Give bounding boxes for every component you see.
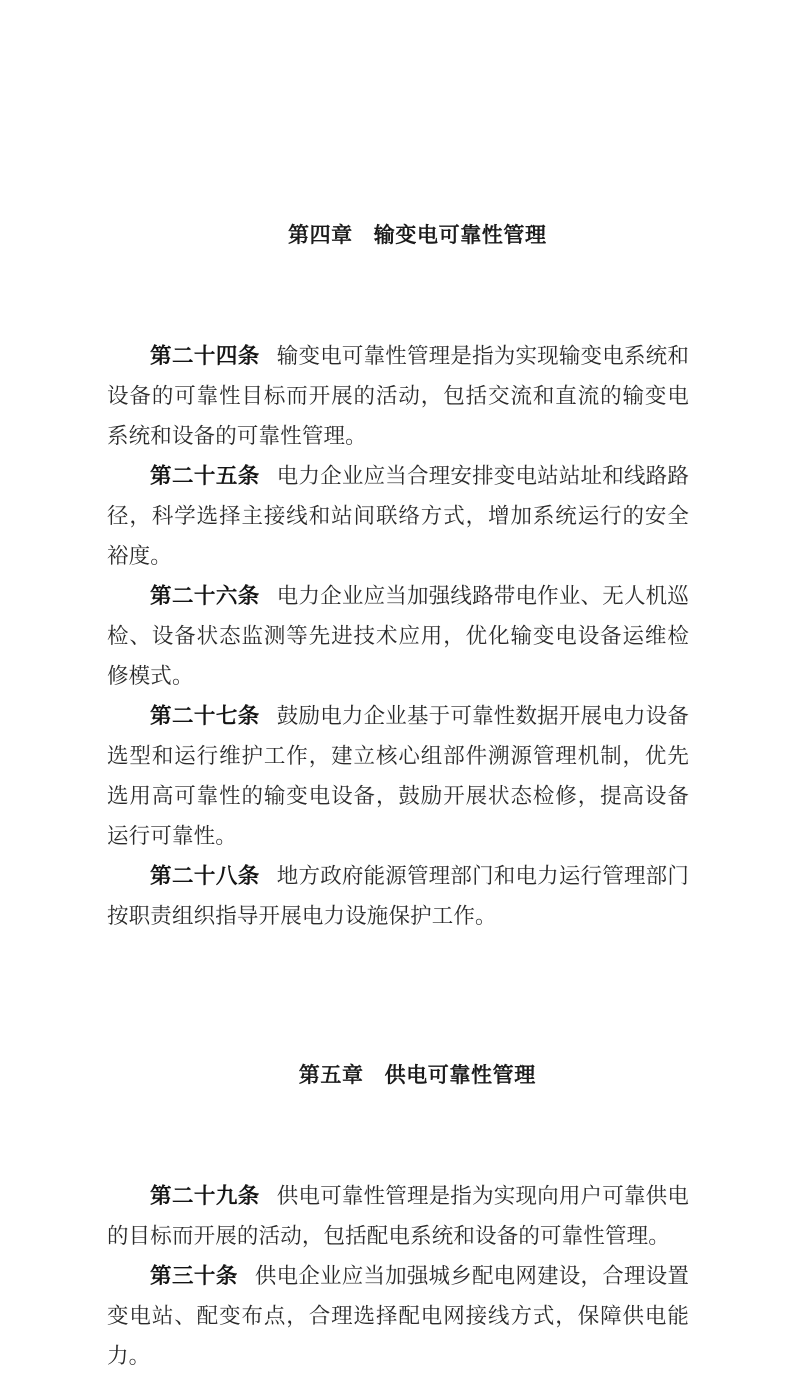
chapter-title: 供电可靠性管理 [384,1064,536,1087]
article-label: 第三十条 [150,1264,238,1288]
article-text: 供电可靠性管理是指为实现向用户可靠供电的目标而开展的活动，包括配电系统和设备的可靠性管理。 [107,1184,689,1248]
top-spacer [107,0,689,176]
document-body [107,0,689,1376]
article-text: 鼓励电力企业基于可靠性数据开展电力设备选型和运行维护工作，建立核心组部件溯源管理机制，优先选用高可靠性的输变电设备，鼓励开展状态检修，提高设备运行可靠性。 [107,704,689,848]
chapter-heading-5 [107,1016,689,1136]
article-paragraph-30 [107,1256,689,1376]
article-paragraph-24 [107,336,689,456]
article-label: 第二十五条 [150,464,260,488]
article-label: 第二十四条 [150,344,260,368]
chapter-number: 第四章 [287,224,353,247]
chapter-heading-4 [107,176,689,296]
heading-body-spacer-2 [107,1136,689,1176]
article-label: 第二十六条 [150,584,260,608]
article-text: 输变电可靠性管理是指为实现输变电系统和设备的可靠性目标而开展的活动，包括交流和直流的输变电系统和设备的可靠性管理。 [107,344,689,448]
article-text: 电力企业应当加强线路带电作业、无人机巡检、设备状态监测等先进技术应用，优化输变电设备运维检修模式。 [107,584,689,688]
article-text: 电力企业应当合理安排变电站站址和线路路径，科学选择主接线和站间联络方式，增加系统运行的安全裕度。 [107,464,689,568]
article-paragraph-27 [107,696,689,856]
chapter-number: 第五章 [298,1064,364,1087]
article-paragraph-26 [107,576,689,696]
article-label: 第二十九条 [150,1184,260,1208]
article-text: 供电企业应当加强城乡配电网建设，合理设置变电站、配变布点，合理选择配电网接线方式，保障供电能力。 [107,1264,689,1368]
article-paragraph-29 [107,1176,689,1256]
article-label: 第二十七条 [150,704,260,728]
article-label: 第二十八条 [150,864,260,888]
article-paragraph-25 [107,456,689,576]
article-paragraph-28 [107,856,689,936]
article-text: 地方政府能源管理部门和电力运行管理部门按职责组织指导开展电力设施保护工作。 [107,864,689,928]
chapter-title: 输变电可靠性管理 [373,224,547,247]
body-heading-spacer [107,936,689,1016]
heading-body-spacer [107,296,689,336]
